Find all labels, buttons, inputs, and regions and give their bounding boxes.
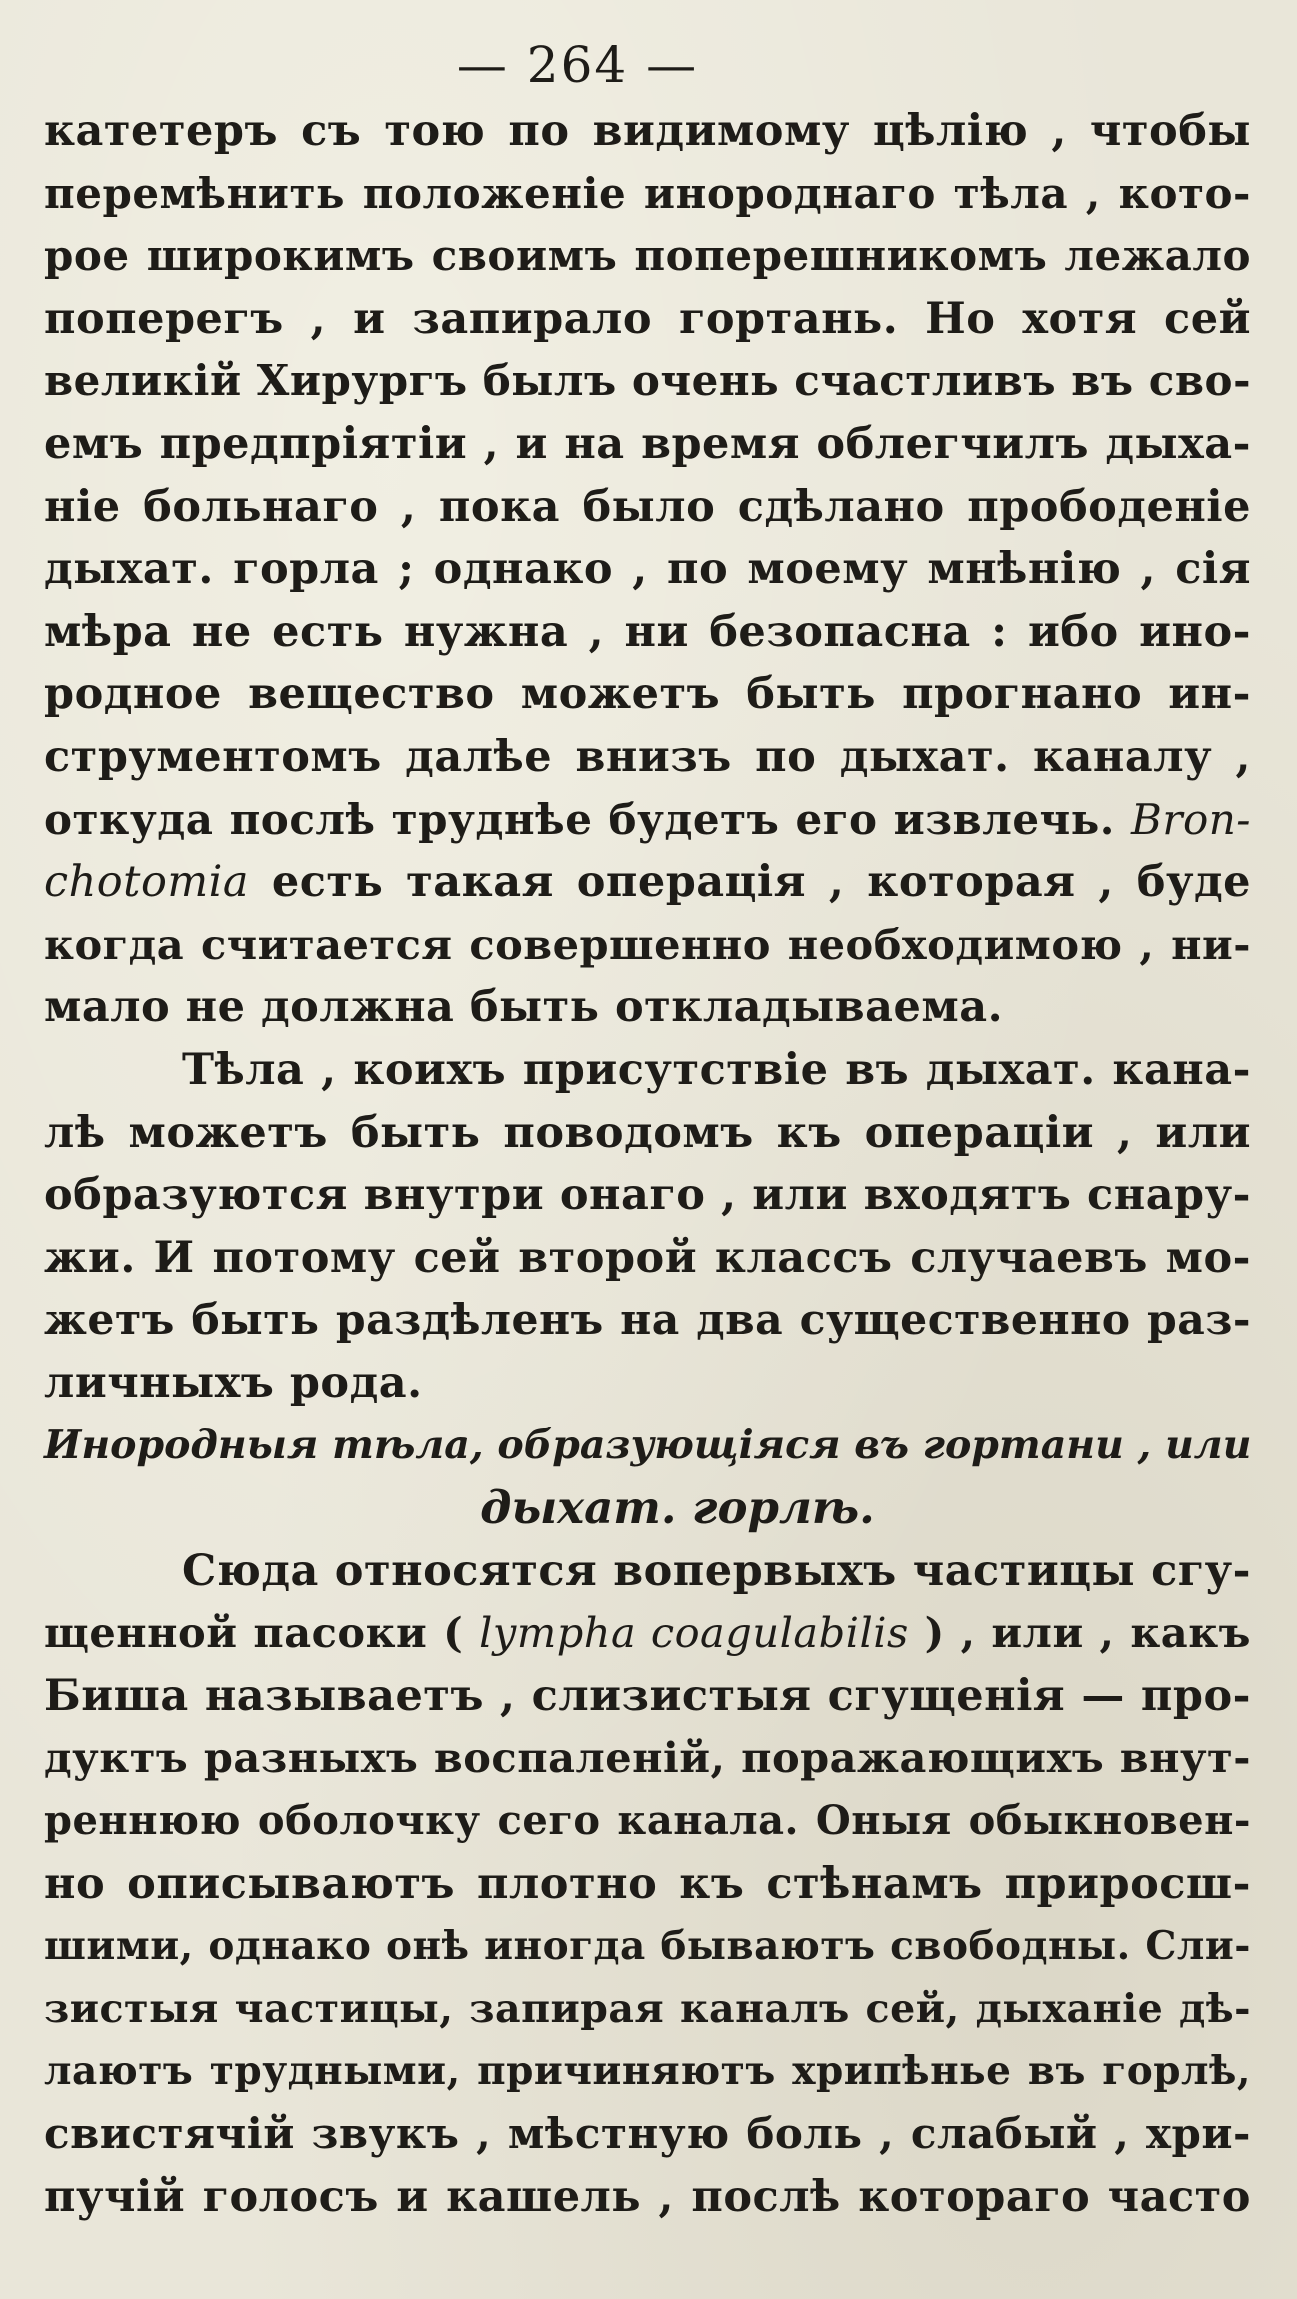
text-line: рое широкимъ своимъ поперешникомъ лежало: [44, 231, 1251, 281]
latin-term: lympha coagulabilis: [479, 1608, 909, 1658]
text-line: поперегъ , и запирало гортань. Но хотя сей: [44, 293, 1251, 344]
text-line: пучій голосъ и кашель , послѣ котораго часто: [44, 2171, 1251, 2222]
text-line: когда считается совершенно необходимою , ни-: [44, 919, 1251, 969]
text-line: великій Хирургъ былъ очень счастливъ въ сво-: [44, 356, 1251, 406]
section-heading-line: Инородныя тѣла, образующіяся въ гортани , или: [44, 1422, 1252, 1469]
page-number: — 264 —: [456, 36, 699, 94]
text-line: дуктъ разныхъ воспаленій, поражающихъ внут-: [44, 1733, 1251, 1783]
text-segment: есть такая операція , которая , буде: [271, 857, 1251, 908]
text-line: дыхат. горла ; однако , по моему мнѣнію , сія: [44, 544, 1251, 595]
text-segment: ) , или , какъ: [924, 1608, 1252, 1658]
text-line: шими, однако онѣ иногда бываютъ свободны. Сли-: [44, 1923, 1251, 1970]
text-line: личныхъ рода.: [44, 1357, 423, 1408]
text-line: Тѣла , коихъ присутствіе въ дыхат. кана-: [182, 1044, 1251, 1095]
text-line: родное вещество можетъ быть прогнано ин-: [44, 669, 1251, 720]
text-line: лаютъ трудными, причиняютъ хрипѣнье въ горлѣ,: [44, 2048, 1251, 2095]
text-line: Сюда относятся вопервыхъ частицы сгу-: [182, 1545, 1251, 1596]
text-line: [44, 851, 1251, 914]
text-line: лѣ можетъ быть поводомъ къ операціи , или: [44, 1107, 1251, 1158]
paragraph-2: [44, 1039, 1251, 1415]
text-line: ніе больнаго , пока было сдѣлано прободеніе: [44, 481, 1251, 532]
text-line: емъ предпріятіи , и на время облегчилъ дыха-: [44, 418, 1251, 469]
section-heading-line: дыхат. горлѣ.: [480, 1481, 875, 1535]
text-line: но описываютъ плотно къ стѣнамъ приросш-: [44, 1858, 1251, 1909]
paragraph-3: [44, 1540, 1251, 2229]
text-line: Биша называетъ , слизистыя сгущенія — про-: [44, 1670, 1251, 1721]
section-heading: [44, 1414, 1251, 1539]
text-line: мало не должна быть откладываема.: [44, 982, 1004, 1033]
text-line: катетеръ съ тою по видимому цѣлію , чтобы: [44, 106, 1251, 156]
text-line: струментомъ далѣе внизъ по дыхат. каналу ,: [44, 731, 1251, 782]
text-line: мѣра не есть нужна , ни безопасна : ибо ино-: [44, 606, 1251, 657]
latin-term: chotomia: [44, 857, 249, 908]
text-line: [44, 789, 1251, 852]
text-line: свистячій звукъ , мѣстную боль , слабый , хри-: [44, 2109, 1251, 2158]
text-line: образуются внутри онаго , или входятъ снару-: [44, 1170, 1251, 1221]
text-line: реннюю оболочку сего канала. Оныя обыкновен-: [44, 1797, 1251, 1845]
text-line: перемѣнить положеніе инороднаго тѣла , кото-: [44, 168, 1251, 218]
text-line: жетъ быть раздѣленъ на два существенно раз-: [44, 1295, 1251, 1346]
paragraph-1: [44, 100, 1251, 1039]
text-line: жи. И потому сей второй классъ случаевъ мо-: [44, 1232, 1251, 1283]
latin-term: Bron-: [1131, 794, 1251, 844]
text-segment: откуда послѣ труднѣе будетъ его извлечь.: [44, 794, 1115, 844]
text-line: зистыя частицы, запирая каналъ сей, дыханіе дѣ-: [44, 1985, 1251, 2032]
text-line: [44, 1602, 1251, 1665]
text-segment: щенной пасоки (: [44, 1608, 464, 1658]
